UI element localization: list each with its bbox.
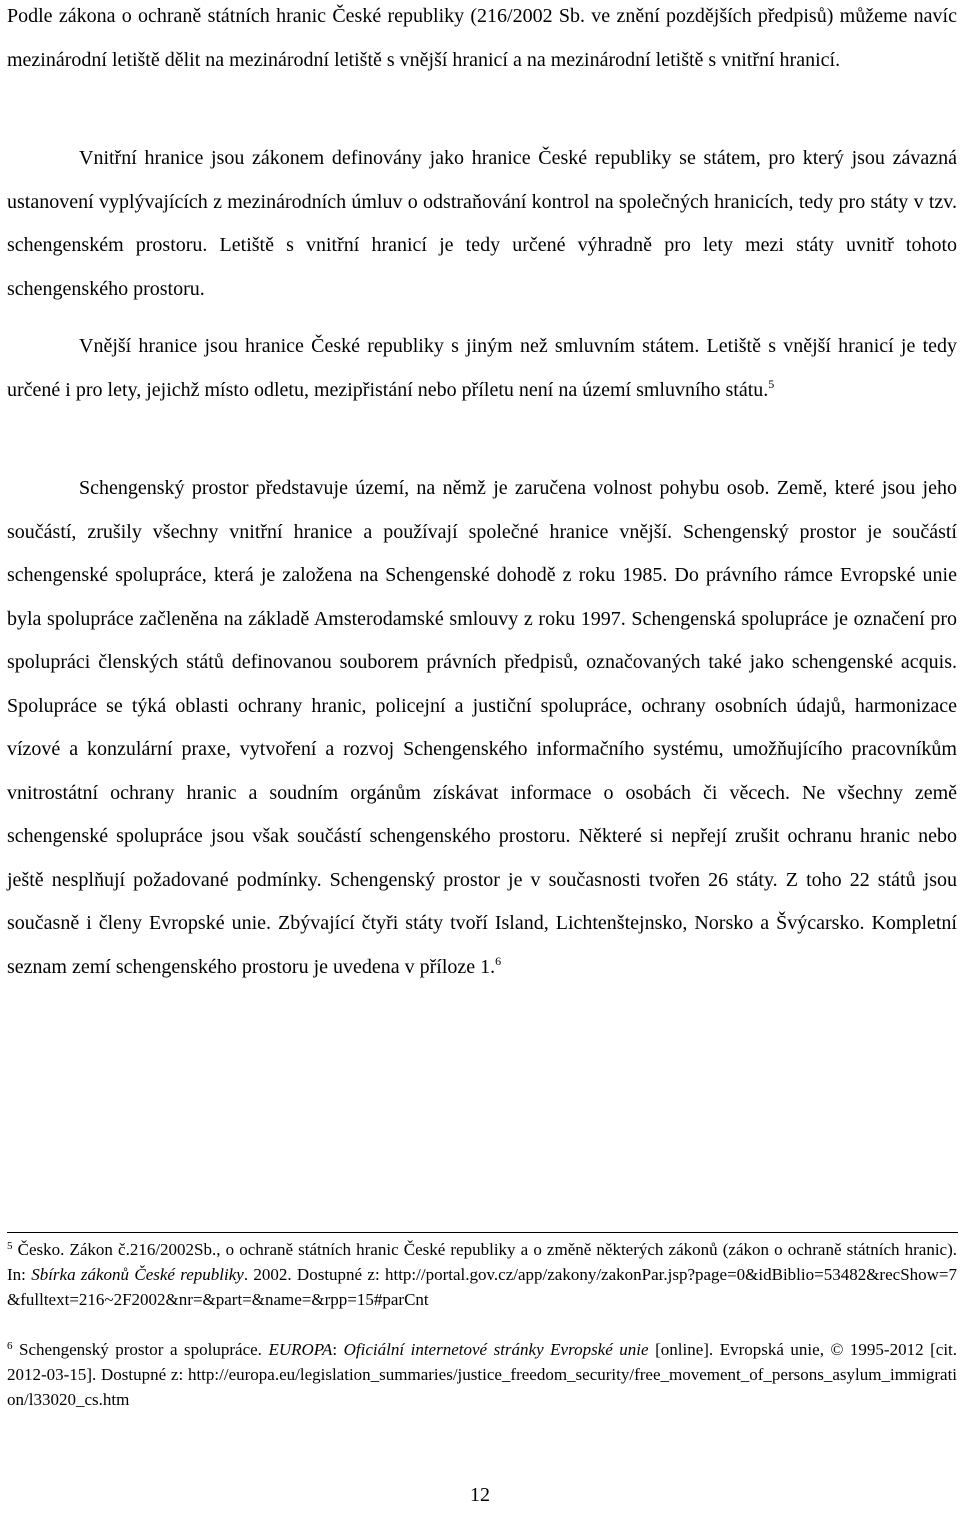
footnote-colon: :	[332, 1340, 338, 1359]
page-number: 12	[470, 1484, 490, 1506]
footnote-source-title: Sbírka zákonů České republiky	[31, 1265, 244, 1284]
footnote-6	[7, 1337, 957, 1412]
footnote-number: 6	[7, 1340, 13, 1352]
footnote-number: 5	[7, 1240, 13, 1252]
paragraph-text: Podle zákona o ochraně státních hranic České republiky (216/2002 Sb. ve znění pozdějších předpisů) můžeme navíc mezinárodní letiště dělit na mezinárodní letiště s vnější hranicí a na mezinárodní letiště s vnitřní hranicí.	[7, 5, 957, 71]
footnote-ref-6[interactable]: 6	[495, 953, 502, 968]
footnote-text: Česko. Zákon č.216/2002Sb., o ochraně státních hranic České republiky a o změně některých zákonů (zákon o ochraně státních hranic). In:	[7, 1240, 958, 1284]
footnote-url[interactable]: http://europa.eu/legislation_summaries/justice_freedom_security/free_movement_of_persons_asylum_immigration/l33020_cs.htm	[7, 1365, 958, 1409]
footnote-site-name: EUROPA	[268, 1340, 333, 1359]
paragraph-external-borders	[7, 325, 957, 412]
footnote-ref-5[interactable]: 5	[768, 376, 775, 391]
paragraph-internal-borders	[7, 137, 957, 311]
paragraph-text: Schengenský prostor představuje území, na němž je zaručena volnost pohybu osob. Země, které jsou jeho součástí, zrušily všechny vnitřní hranice a používají společné hranice vnější. Schengenský prostor je součástí schengenské spolupráce, která je založena na Schengenské dohodě z roku 1985. Do právního rámce Evropské unie byla spolupráce začleněna na základě Amsterodamské smlouvy z roku 1997. Schengenská spolupráce je označení pro spolupráci členských států definovanou souborem právních předpisů, označovaných také jako schengenské acquis. Spolupráce se týká oblasti ochrany hranic, policejní a justiční spolupráce, ochrany osobních údajů, harmonizace vízové a konzulární praxe, vytvoření a rozvoj Schengenského informačního systému, umožňujícího pracovníkům vnitrostátní ochrany hranic a soudním orgánům získávat informace o osobách či věcech. Ne všechny země schengenské spolupráce jsou však součástí schengenského prostoru. Některé si nepřejí zrušit ochranu hranic nebo ještě nesplňují požadované podmínky. Schengenský prostor je v současnosti tvořen 26 státy. Z toho 22 států jsou současně i členy Evropské unie. Zbývající čtyři státy tvoří Island, Lichtenštejnsko, Norsko a Švýcarsko. Kompletní seznam zemí schengenského prostoru je uvedena v příloze 1.	[7, 477, 957, 978]
footnote-separator	[7, 1232, 958, 1233]
footnote-site-subtitle: Oficiální internetové stránky Evropské unie	[343, 1340, 649, 1359]
footnote-text: Schengenský prostor a spolupráce.	[19, 1340, 262, 1359]
paragraph-border-law	[7, 0, 957, 82]
footnote-url[interactable]: http://portal.gov.cz/app/zakony/zakonPar.jsp?page=0&idBiblio=53482&recShow=7&fulltext=216~2F2002&nr=&part=&name=&rpp=15#parCnt	[7, 1265, 958, 1309]
paragraph-text: Vnitřní hranice jsou zákonem definovány jako hranice České republiky se státem, pro který jsou závazná ustanovení vyplývajících z mezinárodních úmluv o odstraňování kontrol na společných hranicích, tedy pro státy v tzv. schengenském prostoru. Letiště s vnitřní hranicí je tedy určené výhradně pro lety mezi státy uvnitř tohoto schengenského prostoru.	[7, 147, 957, 300]
paragraph-text: Vnější hranice jsou hranice České republiky s jiným než smluvním státem. Letiště s vnější hranicí je tedy určené i pro lety, jejichž místo odletu, mezipřistání nebo příletu není na území smluvního státu.	[7, 335, 957, 401]
paragraph-schengen	[7, 467, 957, 989]
footnote-text: [online]. Evropská unie, © 1995-2012 [cit. 2012-03-15]. Dostupné z:	[7, 1340, 958, 1384]
footnote-text: . 2002. Dostupné z:	[243, 1265, 380, 1284]
footnote-5	[7, 1237, 957, 1312]
